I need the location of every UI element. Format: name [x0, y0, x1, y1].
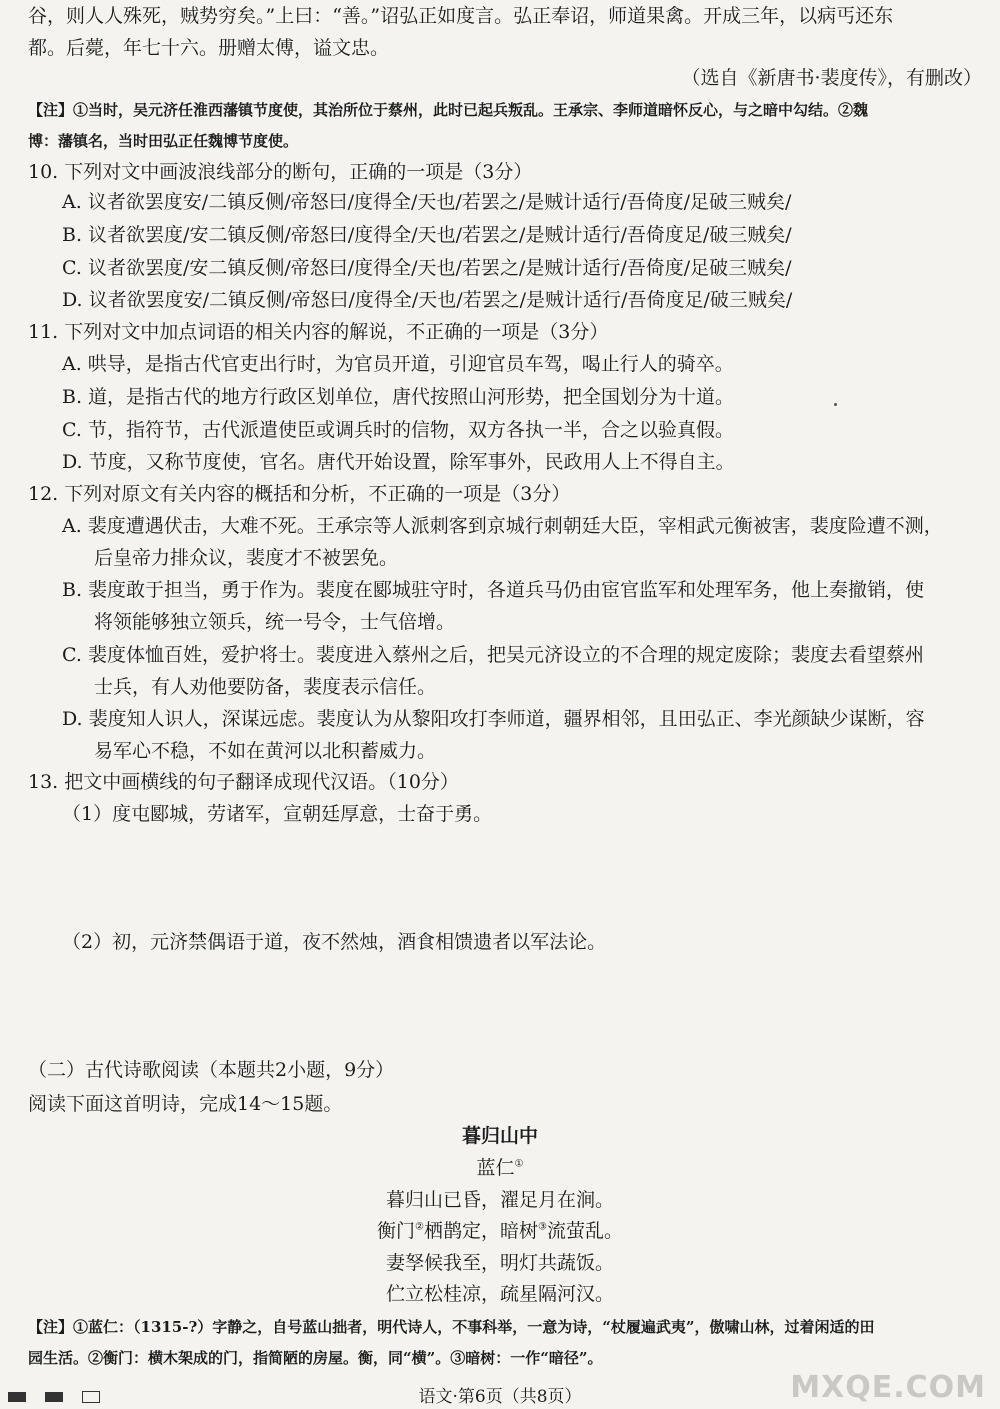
question-12-option-c-cont: 士兵，有人劝他要防备，裴度表示信任。 — [94, 676, 437, 698]
poem-title: 暮归山中 — [461, 1125, 538, 1147]
question-10-option-a: A. 议者欲罢度安/二镇反侧/帝怒曰/度得全/天也/若罢之/是贼计适行/吾倚度/足破三贼矣/ — [62, 191, 792, 213]
poem-line-1: 暮归山已昏，濯足月在涧。 — [385, 1189, 614, 1211]
question-11-option-d: D. 节度，又称节度使，官名。唐代开始设置，除军事外，民政用人上不得自主。 — [62, 451, 735, 473]
poem-author-note-mark: ① — [514, 1158, 524, 1170]
section-2-instruction: 阅读下面这首明诗，完成14～15题。 — [28, 1093, 343, 1115]
question-12-option-d: D. 裴度知人识人，深谋远虑。裴度认为从黎阳攻打李师道，疆界相邻，且田弘正、李光颜缺少谋断，容 — [62, 708, 925, 730]
question-11-option-c: C. 节，指符节，古代派遣使臣或调兵时的信物，双方各执一半，合之以验真假。 — [62, 419, 734, 441]
question-10-option-b: B. 议者欲罢度/安二镇反侧/帝怒曰/度得全/天也/若罢之/是贼计适行/吾倚度足/破三贼矣/ — [62, 224, 792, 246]
question-12-option-a: A. 裴度遭遇伏击，大难不死。王承宗等人派刺客到京城行刺朝廷大臣，宰相武元衡被害，裴度险遭不测， — [62, 515, 943, 537]
question-11-option-b: B. 道，是指古代的地方行政区划单位，唐代按照山河形势，把全国划分为十道。 — [62, 386, 735, 408]
question-10-option-c: C. 议者欲罢度/安二镇反侧/帝怒曰/度得全/天也/若罢之/是贼计适行/吾倚度/足破三贼矣/ — [62, 257, 792, 279]
question-13-sentence-2: （2）初，元济禁偶语于道，夜不然烛，酒食相馈遗者以军法论。 — [62, 931, 607, 953]
poem-line-2: 衡门②栖鹊定，暗树③流萤乱。 — [377, 1220, 623, 1242]
poem-author — [0, 1156, 1000, 1180]
section-2-heading: （二）古代诗歌阅读（本题共2小题，9分） — [28, 1059, 395, 1081]
question-12-option-c: C. 裴度体恤百姓，爱护将士。裴度进入蔡州之后，把吴元济设立的不合理的规定废除；裴度去看望蔡州 — [62, 644, 924, 666]
site-watermark: MXQE.COM — [790, 1370, 986, 1405]
poem-author-name: 蓝仁 — [476, 1157, 515, 1179]
question-10-option-d: D. 议者欲罢度安/二镇反侧/帝怒曰/度得全/天也/若罢之/是贼计适行/吾倚度足/破三贼矣/ — [62, 289, 793, 311]
question-12-option-b-cont: 将领能够独立领兵，统一号令，士气倍增。 — [94, 611, 456, 633]
question-11-option-a: A. 哄导，是指古代官吏出行时，为官员开道，引迎官员车驾，喝止行人的骑卒。 — [62, 353, 734, 375]
question-12-option-d-cont: 易军心不稳，不如在黄河以北积蓄威力。 — [94, 740, 437, 762]
passage-line-1: 谷，则人人殊死，贼势穷矣。”上曰：“善。”诏弘正如度言。弘正奉诏，师道果禽。开成三年，以病丐还东 — [28, 5, 894, 27]
question-11-stem: 11. 下列对文中加点词语的相关内容的解说，不正确的一项是（3分） — [28, 321, 609, 343]
scan-speck — [834, 403, 837, 406]
question-12-option-a-cont: 后皇帝力排众议，裴度才不被罢免。 — [94, 547, 399, 569]
poem-note-2: 园生活。②衡门：横木架成的门，指简陋的房屋。衡，同“横”。③暗树：一作“暗径”。 — [28, 1349, 603, 1367]
passage-note-1: 【注】①当时，吴元济任淮西藩镇节度使，其治所位于蔡州，此时已起兵叛乱。王承宗、李师道暗怀反心，与之暗中勾结。②魏 — [28, 101, 869, 119]
poem-line-3: 妻孥候我至，明灯共蔬饭。 — [385, 1252, 614, 1274]
passage-source: （选自《新唐书·裴度传》，有删改） — [681, 67, 982, 89]
question-13-sentence-1: （1）度屯郾城，劳诸军，宣朝廷厚意，士奋于勇。 — [62, 803, 493, 825]
poem-note-1: 【注】①蓝仁：（1315-?）字静之，自号蓝山拙者，明代诗人，不事科举，一意为诗，“杖履遍武夷”，傲啸山林，过着闲适的田 — [28, 1318, 875, 1336]
page-footer: 语文·第6页（共8页） — [418, 1387, 582, 1407]
question-12-stem: 12. 下列对原文有关内容的概括和分析，不正确的一项是（3分） — [28, 483, 571, 505]
question-12-option-b: B. 裴度敢于担当，勇于作为。裴度在郾城驻守时，各道兵马仍由宦官监军和处理军务，他上奏撤销，使 — [62, 579, 925, 601]
passage-note-2: 博：藩镇名，当时田弘正任魏博节度使。 — [28, 132, 299, 150]
question-13-stem: 13. 把文中画横线的句子翻译成现代汉语。（10分） — [28, 771, 459, 793]
poem-line-4: 伫立松桂凉，疏星隔河汉。 — [385, 1283, 614, 1305]
passage-line-2: 都。后薨，年七十六。册赠太傅，谥文忠。 — [28, 37, 390, 59]
question-10-stem: 10. 下列对文中画波浪线部分的断句，正确的一项是（3分） — [28, 161, 533, 183]
